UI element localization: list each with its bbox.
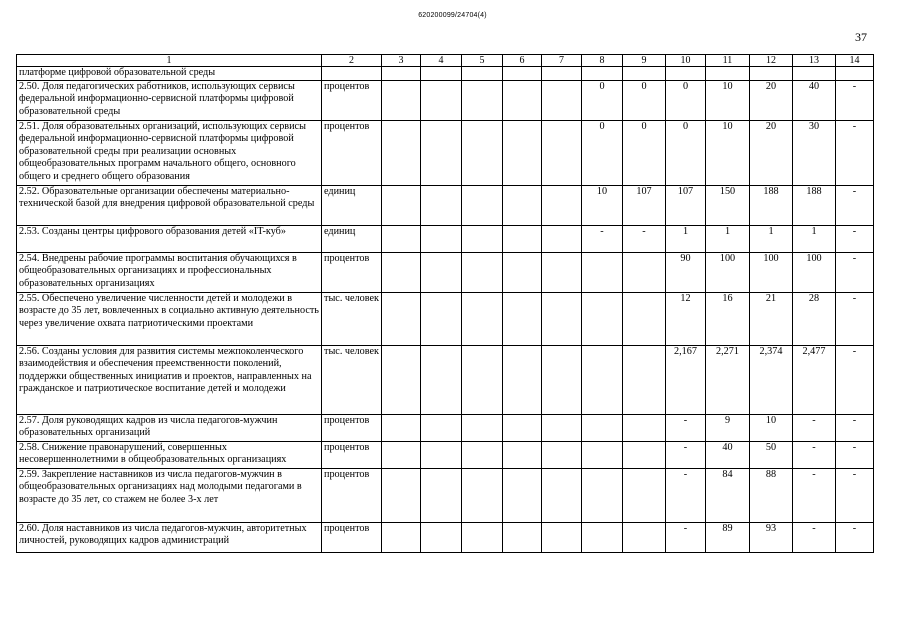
unit-cell: процентов (322, 80, 382, 120)
header-row (17, 55, 874, 67)
column-header: 9 (623, 55, 666, 67)
value-cell (503, 185, 542, 225)
value-cell: - (836, 414, 874, 441)
value-cell: - (793, 414, 836, 441)
column-header: 4 (421, 55, 462, 67)
value-cell (503, 252, 542, 292)
value-cell (382, 252, 421, 292)
value-cell (421, 185, 462, 225)
value-cell: 20 (750, 120, 793, 185)
table-row (17, 80, 874, 120)
value-cell: - (836, 185, 874, 225)
unit-cell: тыс. человек (322, 345, 382, 414)
column-header: 6 (503, 55, 542, 67)
value-cell (623, 345, 666, 414)
value-cell (382, 441, 421, 468)
value-cell: - (666, 522, 706, 552)
value-cell (542, 468, 582, 522)
table-row (17, 522, 874, 552)
value-cell: 21 (750, 292, 793, 345)
value-cell (623, 414, 666, 441)
value-cell (623, 468, 666, 522)
value-cell: 40 (706, 441, 750, 468)
value-cell: 10 (750, 414, 793, 441)
value-cell: 10 (706, 120, 750, 185)
unit-cell (322, 67, 382, 81)
value-cell (623, 252, 666, 292)
indicator-label: платформе цифровой образовательной среды (17, 67, 322, 81)
unit-cell: процентов (322, 522, 382, 552)
value-cell (542, 225, 582, 252)
value-cell: 84 (706, 468, 750, 522)
column-header: 11 (706, 55, 750, 67)
value-cell: 9 (706, 414, 750, 441)
value-cell (382, 345, 421, 414)
value-cell (421, 252, 462, 292)
table-row (17, 441, 874, 468)
value-cell (582, 292, 623, 345)
value-cell (421, 67, 462, 81)
value-cell (582, 345, 623, 414)
value-cell (503, 414, 542, 441)
value-cell: 100 (750, 252, 793, 292)
value-cell (462, 225, 503, 252)
value-cell (462, 414, 503, 441)
value-cell (623, 67, 666, 81)
value-cell: - (836, 292, 874, 345)
value-cell (503, 345, 542, 414)
value-cell: 0 (623, 120, 666, 185)
indicator-label: 2.58. Снижение правонарушений, совершенных несовершеннолетними в общеобразовательных организациях (17, 441, 322, 468)
value-cell (793, 67, 836, 81)
value-cell (542, 441, 582, 468)
value-cell (421, 414, 462, 441)
value-cell: 40 (793, 80, 836, 120)
value-cell: - (666, 468, 706, 522)
value-cell (623, 522, 666, 552)
value-cell: 1 (793, 225, 836, 252)
value-cell (462, 120, 503, 185)
column-header: 10 (666, 55, 706, 67)
unit-cell: тыс. человек (322, 292, 382, 345)
column-header: 5 (462, 55, 503, 67)
unit-cell: единиц (322, 185, 382, 225)
column-header: 13 (793, 55, 836, 67)
column-header: 2 (322, 55, 382, 67)
value-cell: 188 (750, 185, 793, 225)
value-cell (462, 185, 503, 225)
column-header: 3 (382, 55, 421, 67)
value-cell: 20 (750, 80, 793, 120)
value-cell (582, 67, 623, 81)
value-cell (421, 80, 462, 120)
value-cell (382, 120, 421, 185)
value-cell (462, 80, 503, 120)
value-cell (503, 441, 542, 468)
value-cell: 93 (750, 522, 793, 552)
value-cell (382, 414, 421, 441)
value-cell: 2,477 (793, 345, 836, 414)
value-cell (382, 185, 421, 225)
value-cell: 2,167 (666, 345, 706, 414)
value-cell: 1 (750, 225, 793, 252)
indicator-label: 2.54. Внедрены рабочие программы воспитания обучающихся в общеобразовательных организациях и профессиональных образовательных организациях (17, 252, 322, 292)
value-cell: - (623, 225, 666, 252)
value-cell (421, 345, 462, 414)
unit-cell: единиц (322, 225, 382, 252)
value-cell: - (836, 522, 874, 552)
value-cell (462, 292, 503, 345)
value-cell: 107 (623, 185, 666, 225)
value-cell: 188 (793, 185, 836, 225)
value-cell (836, 67, 874, 81)
value-cell (582, 252, 623, 292)
value-cell (582, 414, 623, 441)
table-row (17, 345, 874, 414)
unit-cell: процентов (322, 414, 382, 441)
table-row (17, 67, 874, 81)
value-cell (421, 468, 462, 522)
value-cell: 1 (706, 225, 750, 252)
unit-cell: процентов (322, 120, 382, 185)
value-cell (706, 67, 750, 81)
value-cell (462, 345, 503, 414)
indicator-label: 2.51. Доля образовательных организаций, использующих сервисы федеральной информационно-сервисной платформы цифровой образовательной среды при реализации основных общеобразовательных программ начального общего, основного общего и среднего общего образования (17, 120, 322, 185)
value-cell (382, 468, 421, 522)
value-cell (503, 468, 542, 522)
value-cell (503, 120, 542, 185)
value-cell (750, 67, 793, 81)
value-cell: 28 (793, 292, 836, 345)
indicator-label: 2.53. Созданы центры цифрового образования детей «IT-куб» (17, 225, 322, 252)
value-cell: - (836, 120, 874, 185)
column-header: 1 (17, 55, 322, 67)
value-cell (542, 345, 582, 414)
value-cell: 0 (666, 80, 706, 120)
table-row (17, 225, 874, 252)
table-row (17, 468, 874, 522)
value-cell (542, 252, 582, 292)
value-cell (503, 225, 542, 252)
column-header: 7 (542, 55, 582, 67)
value-cell (542, 185, 582, 225)
value-cell (382, 522, 421, 552)
indicator-label: 2.52. Образовательные организации обеспечены материально-технической базой для внедрения цифровой образовательной среды (17, 185, 322, 225)
value-cell (582, 522, 623, 552)
value-cell (542, 80, 582, 120)
value-cell: - (836, 80, 874, 120)
value-cell (382, 292, 421, 345)
indicator-label: 2.55. Обеспечено увеличение численности детей и молодежи в возрасте до 35 лет, вовлеченных в социально активную деятельность через увеличение охвата патриотическими проектами (17, 292, 322, 345)
column-header: 14 (836, 55, 874, 67)
value-cell (462, 522, 503, 552)
page-number: 37 (855, 30, 867, 44)
value-cell (462, 252, 503, 292)
value-cell: 100 (706, 252, 750, 292)
table-row (17, 292, 874, 345)
table-row (17, 252, 874, 292)
indicator-label: 2.50. Доля педагогических работников, использующих сервисы федеральной информационно-сервисной платформы цифровой образовательной среды (17, 80, 322, 120)
value-cell: - (836, 345, 874, 414)
value-cell: 0 (666, 120, 706, 185)
table-row (17, 120, 874, 185)
value-cell (462, 468, 503, 522)
value-cell (542, 522, 582, 552)
value-cell (421, 441, 462, 468)
table-row (17, 414, 874, 441)
value-cell: 100 (793, 252, 836, 292)
value-cell: 107 (666, 185, 706, 225)
value-cell (582, 468, 623, 522)
value-cell: 88 (750, 468, 793, 522)
unit-cell: процентов (322, 441, 382, 468)
value-cell: 50 (750, 441, 793, 468)
value-cell: 10 (706, 80, 750, 120)
value-cell: 2,271 (706, 345, 750, 414)
value-cell: 10 (582, 185, 623, 225)
value-cell (623, 292, 666, 345)
value-cell (382, 80, 421, 120)
value-cell (542, 292, 582, 345)
indicator-label: 2.56. Созданы условия для развития системы межпоколенческого взаимодействия и обеспечения преемственности поколений, поддержки общественных инициатив и проектов, направленных на гражданское и патриотическое воспитание детей и молодежи (17, 345, 322, 414)
indicator-label: 2.59. Закрепление наставников из числа педагогов-мужчин в общеобразовательных организациях над молодыми педагогами в возрасте до 35 лет, со стажем не более 3-х лет (17, 468, 322, 522)
column-header: 8 (582, 55, 623, 67)
indicator-label: 2.60. Доля наставников из числа педагогов-мужчин, авторитетных личностей, руководящих кадров администраций (17, 522, 322, 552)
indicators-table (16, 54, 874, 553)
value-cell: 2,374 (750, 345, 793, 414)
value-cell (382, 225, 421, 252)
value-cell: 0 (623, 80, 666, 120)
value-cell: - (836, 468, 874, 522)
value-cell: - (582, 225, 623, 252)
unit-cell: процентов (322, 468, 382, 522)
value-cell (421, 522, 462, 552)
value-cell: 90 (666, 252, 706, 292)
value-cell (503, 80, 542, 120)
value-cell: - (836, 225, 874, 252)
value-cell: - (793, 468, 836, 522)
value-cell: 1 (666, 225, 706, 252)
value-cell (462, 67, 503, 81)
value-cell (503, 67, 542, 81)
indicator-label: 2.57. Доля руководящих кадров из числа педагогов-мужчин образовательных организаций (17, 414, 322, 441)
value-cell: 30 (793, 120, 836, 185)
value-cell: - (836, 441, 874, 468)
value-cell (542, 120, 582, 185)
value-cell: - (666, 414, 706, 441)
value-cell (666, 67, 706, 81)
value-cell: - (793, 522, 836, 552)
value-cell: - (836, 252, 874, 292)
table-row (17, 185, 874, 225)
value-cell (421, 120, 462, 185)
value-cell (462, 441, 503, 468)
value-cell (582, 441, 623, 468)
document-code: 620200099/24704(4) (418, 12, 487, 19)
value-cell (382, 67, 421, 81)
value-cell: 0 (582, 120, 623, 185)
value-cell (421, 292, 462, 345)
value-cell: 150 (706, 185, 750, 225)
value-cell (623, 441, 666, 468)
column-header: 12 (750, 55, 793, 67)
value-cell: 0 (582, 80, 623, 120)
value-cell: 12 (666, 292, 706, 345)
value-cell: 89 (706, 522, 750, 552)
value-cell (503, 522, 542, 552)
value-cell (503, 292, 542, 345)
value-cell (542, 67, 582, 81)
unit-cell: процентов (322, 252, 382, 292)
value-cell (542, 414, 582, 441)
value-cell (421, 225, 462, 252)
value-cell: - (793, 441, 836, 468)
value-cell: 16 (706, 292, 750, 345)
value-cell: - (666, 441, 706, 468)
